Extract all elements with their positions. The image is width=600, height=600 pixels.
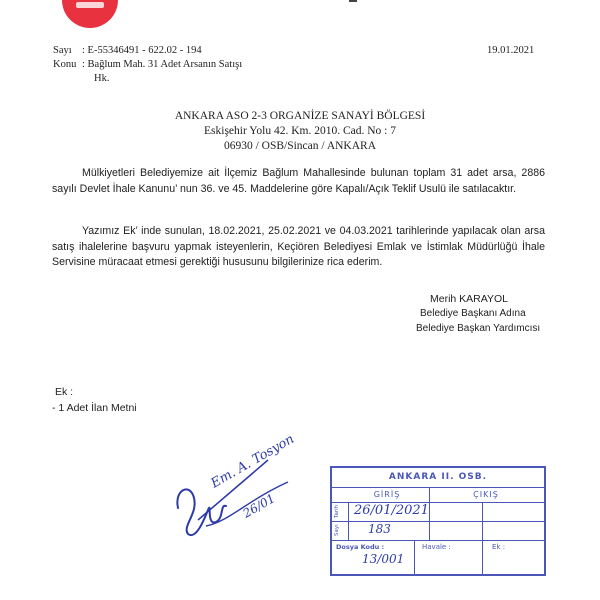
konu-value: : Bağlum Mah. 31 Adet Arsanın Satışı <box>82 59 243 70</box>
handwritten-note <box>168 430 328 540</box>
signatory-name: Merih KARAYOL <box>430 293 508 305</box>
attachment-item: - 1 Adet İlan Metni <box>52 402 137 414</box>
svg-text:Em. A. Tosyon: Em. A. Tosyon <box>208 431 297 492</box>
stamp-sayi-label: Sayı <box>334 524 340 536</box>
body-paragraph-2: Yazımız Ek’ inde sunulan, 18.02.2021, 25.02.2021 ve 04.03.2021 tarihlerinde yapılacak olan arsa satış ihalelerine başvuru yapmak isteyenlerin, Keçiören Belediyesi Emlak ve İstimlak Müdürlüğü İhale Servisine müracaat etmesi gerektiği hususunu bilgilerinize rica ederim. <box>52 225 545 268</box>
konu-continuation: Hk. <box>94 73 110 84</box>
stamp-sayi-value: 183 <box>368 522 391 536</box>
stamp-tarih-label: Tarih <box>334 504 340 518</box>
stamp-giris-label: GİRİŞ <box>373 490 401 499</box>
attachments-label: Ek : <box>55 386 74 398</box>
signatory-title-2: Belediye Başkan Yardımcısı <box>416 323 541 334</box>
stamp-dosya-value: 13/001 <box>362 552 405 566</box>
header-mark <box>349 0 357 2</box>
konu-label: Konu <box>53 59 77 70</box>
stamp-dosya-label: Dosya Kodu : <box>336 543 385 551</box>
registration-stamp <box>330 466 546 576</box>
sayi-value: : E-55346491 - 622.02 - 194 <box>82 45 202 56</box>
stamp-ek-label: Ek : <box>492 543 506 551</box>
municipality-logo <box>62 0 118 28</box>
stamp-title: ANKARA II. OSB. <box>388 472 488 482</box>
svg-text:26/01: 26/01 <box>240 491 278 521</box>
stamp-havale-label: Havale : <box>422 543 451 551</box>
stamp-tarih-value: 26/01/2021 <box>354 503 429 518</box>
stamp-cikis-label: ÇIKIŞ <box>473 490 499 499</box>
recipient-address-line2: 06930 / OSB/Sincan / ANKARA <box>223 140 377 152</box>
recipient-address-line1: Eskişehir Yolu 42. Km. 2010. Cad. No : 7 <box>204 125 396 137</box>
body-paragraph-1: Mülkiyetleri Belediyemize ait İlçemiz Bağlum Mahallesinde bulunan toplam 31 adet arsa, 2886 sayılı Devlet İhale Kanunu’ nun 36. ve 45. Maddelerine göre Kapalı/Açık Teklif Usulü ile satılacaktır. <box>52 167 545 195</box>
letter-date: 19.01.2021 <box>487 45 535 56</box>
logo-emblem <box>76 2 104 8</box>
sayi-label: Sayı <box>53 45 72 56</box>
recipient-name: ANKARA ASO 2-3 ORGANİZE SANAYİ BÖLGESİ <box>174 110 426 122</box>
signatory-title-1: Belediye Başkanı Adına <box>420 308 526 319</box>
